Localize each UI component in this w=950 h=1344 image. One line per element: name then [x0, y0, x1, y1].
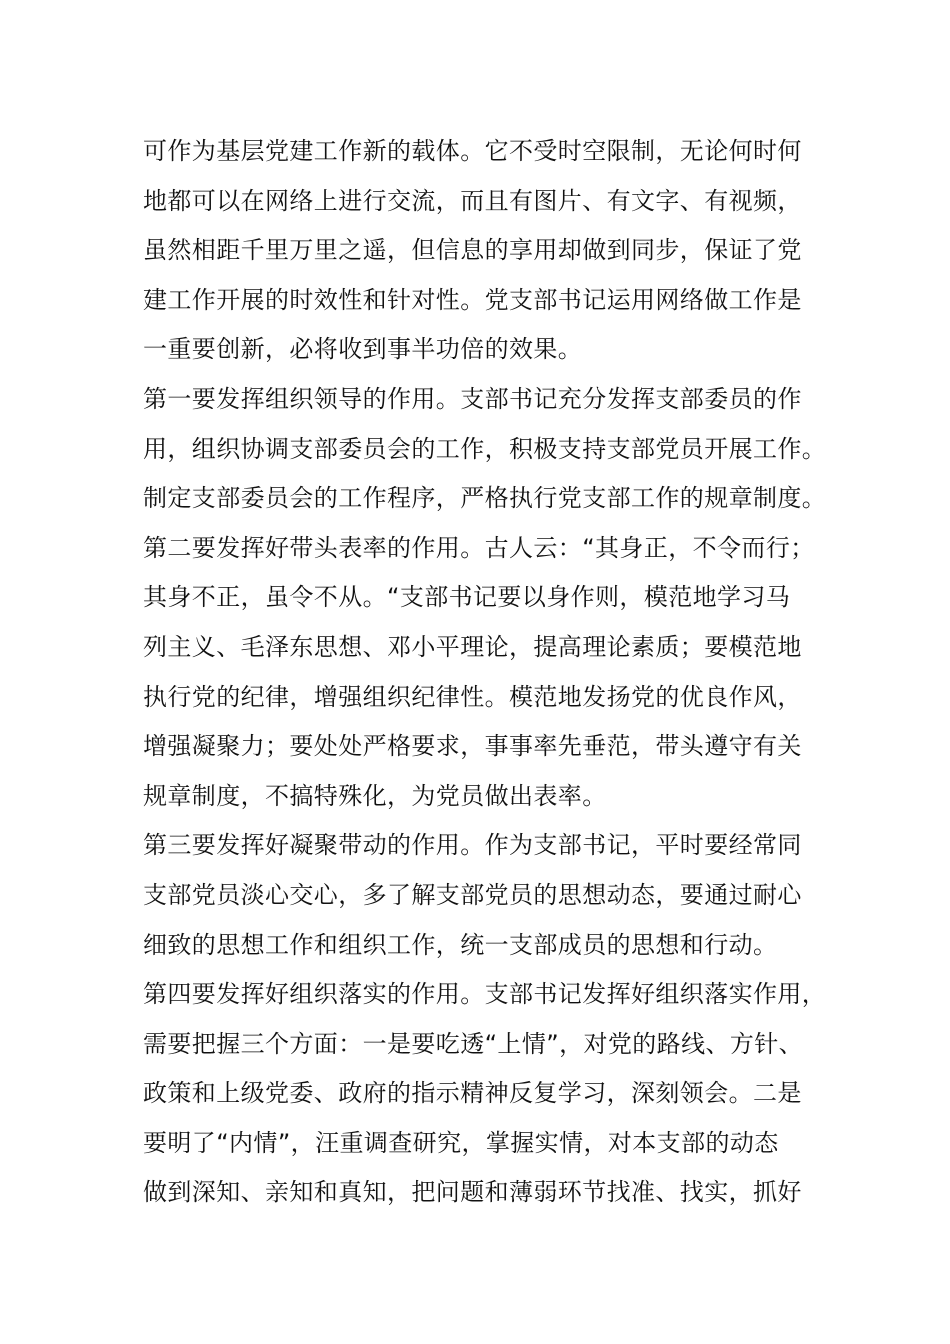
text-line: 需要把握三个方面：一是要吃透“上情”，对党的路线、方针、 [143, 1029, 804, 1058]
text-line: 制定支部委员会的工作程序，严格执行党支部工作的规章制度。 [143, 484, 827, 513]
text-line: 第四要发挥好组织落实的作用。支部书记发挥好组织落实作用， [143, 980, 827, 1009]
text-line: 支部党员淡心交心，多了解支部党员的思想动态，要通过耐心 [143, 880, 802, 909]
text-line: 虽然相距千里万里之遥，但信息的享用却做到同步，保证了党 [143, 236, 802, 265]
text-line: 列主义、毛泽东思想、邓小平理论，提高理论素质；要模范地 [143, 632, 802, 661]
text-line: 执行党的纪律，增强组织纪律性。模范地发扬党的优良作风， [143, 682, 802, 711]
text-line: 地都可以在网络上进行交流，而且有图片、有文字、有视频， [143, 186, 802, 215]
text-line: 做到深知、亲知和真知，把问题和薄弱环节找准、找实，抓好 [143, 1178, 802, 1207]
text-line: 第一要发挥组织领导的作用。支部书记充分发挥支部委员的作 [143, 384, 802, 413]
text-line: 政策和上级党委、政府的指示精神反复学习，深刻领会。二是 [143, 1079, 802, 1108]
body-text [143, 127, 827, 1218]
text-line: 规章制度，不搞特殊化，为党员做出表率。 [143, 781, 607, 810]
text-line: 第三要发挥好凝聚带动的作用。作为支部书记，平时要经常同 [143, 831, 802, 860]
text-line: 要明了“内情”，汪重调查研究，掌握实情，对本支部的动态 [143, 1128, 779, 1157]
text-line: 一重要创新，必将收到事半功倍的效果。 [143, 335, 583, 364]
text-line: 其身不正，虽令不从。“支部书记要以身作则，模范地学习马 [143, 583, 791, 612]
text-line: 建工作开展的时效性和针对性。党支部书记运用网络做工作是 [143, 285, 802, 314]
text-line: 第二要发挥好带头表率的作用。古人云：“其身正，不令而行； [143, 533, 815, 562]
text-line: 增强凝聚力；要处处严格要求，事事率先垂范，带头遵守有关 [143, 732, 802, 761]
text-line: 可作为基层党建工作新的载体。它不受时空限制，无论何时何 [143, 137, 802, 165]
text-line: 细致的思想工作和组织工作，统一支部成员的思想和行动。 [143, 930, 778, 959]
text-line: 用，组织协调支部委员会的工作，积极支持支部党员开展工作。 [143, 434, 827, 463]
